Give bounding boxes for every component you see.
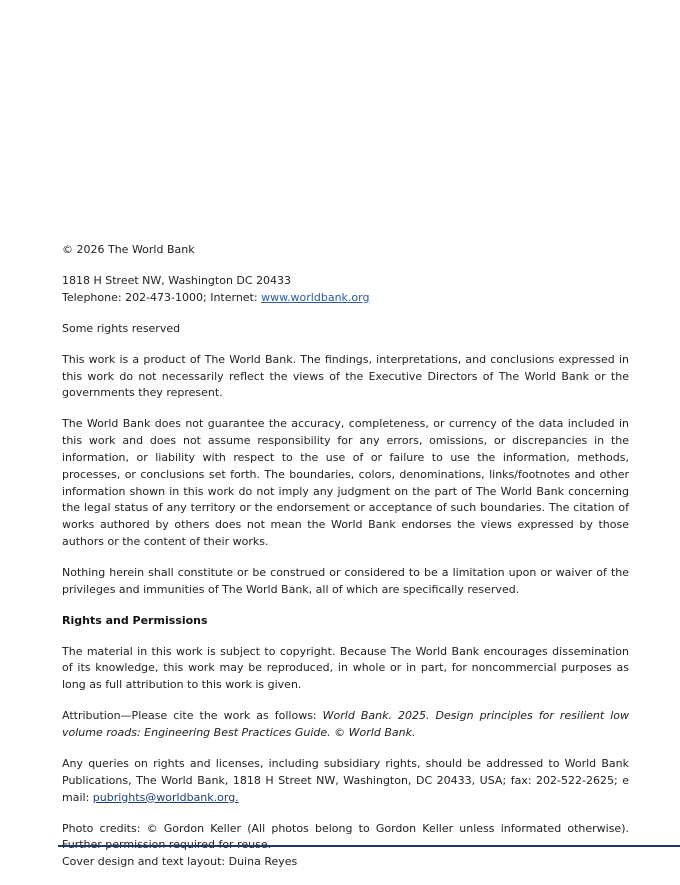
disclaimer-paragraph: The World Bank does not guarantee the accuracy, completeness, or currency of the data included in this work and does not assume responsibility for any errors, omissions, or discrepancies in the information, or liability with respect to the use of or failure to use the information, methods, processes, or conclusions set forth. The boundaries, colors, denominations, links/footnotes and other information shown in this work do not imply any judgment on the part of The World Bank concerning the legal status of any territory or the endorsement or acceptance of such boundaries. The citation of works authored by others does not mean the World Bank endorses the views expressed by those authors or the content of their works. xyxy=(62,417,629,548)
photo-credits: Photo credits: © Gordon Keller (All photos belong to Gordon Keller unless informated otherwise). xyxy=(62,821,629,835)
website-link[interactable]: www.worldbank.org xyxy=(261,290,370,304)
material-paragraph: The material in this work is subject to copyright. Because The World Bank encourages dissemination of its knowledge, this work may be reproduced, in whole or in part, for noncommercial purposes as long as full attribution to this work is given. xyxy=(62,644,629,692)
email-link[interactable]: pubrights@worldbank.org. xyxy=(92,790,239,804)
design-credits: Cover design and text layout: Duina Reyes xyxy=(62,855,298,869)
rights-permissions-heading: Rights and Permissions xyxy=(62,613,208,627)
address-line: 1818 H Street NW, Washington DC 20433 xyxy=(62,273,292,287)
copyright-page xyxy=(62,242,629,885)
attribution-prefix: Attribution—Please cite the work as follows: xyxy=(62,709,323,723)
product-paragraph: This work is a product of The World Bank. The findings, interpretations, and conclusions expressed in this work do not necessarily reflect the views of the Executive Directors of The World Bank or the governments they represent. xyxy=(62,352,629,400)
queries-paragraph xyxy=(62,756,629,806)
rights-reserved: Some rights reserved xyxy=(62,321,181,335)
footer-rule xyxy=(58,845,680,847)
citation-text: World Bank. 2025. Design principles for resilient low volume roads: Engineering Best Practices Guide. © World Bank. xyxy=(62,709,629,740)
attribution-paragraph xyxy=(62,708,629,742)
privileges-paragraph: Nothing herein shall constitute or be construed or considered to be a limitation upon or waiver of the privileges and immunities of The World Bank, all of which are specifically reserved. xyxy=(62,565,629,596)
copyright-notice: © 2026 The World Bank xyxy=(62,243,195,256)
queries-text: Any queries on rights and licenses, including subsidiary rights, should be addressed to World Bank Publications, The World Bank, 1818 H Street NW, Washington, DC 20433, USA; fax: 202-522-2625; e mail: xyxy=(62,757,629,804)
telephone-label: Telephone: 202-473-1000; Internet: xyxy=(62,290,262,304)
address-block xyxy=(62,273,629,307)
